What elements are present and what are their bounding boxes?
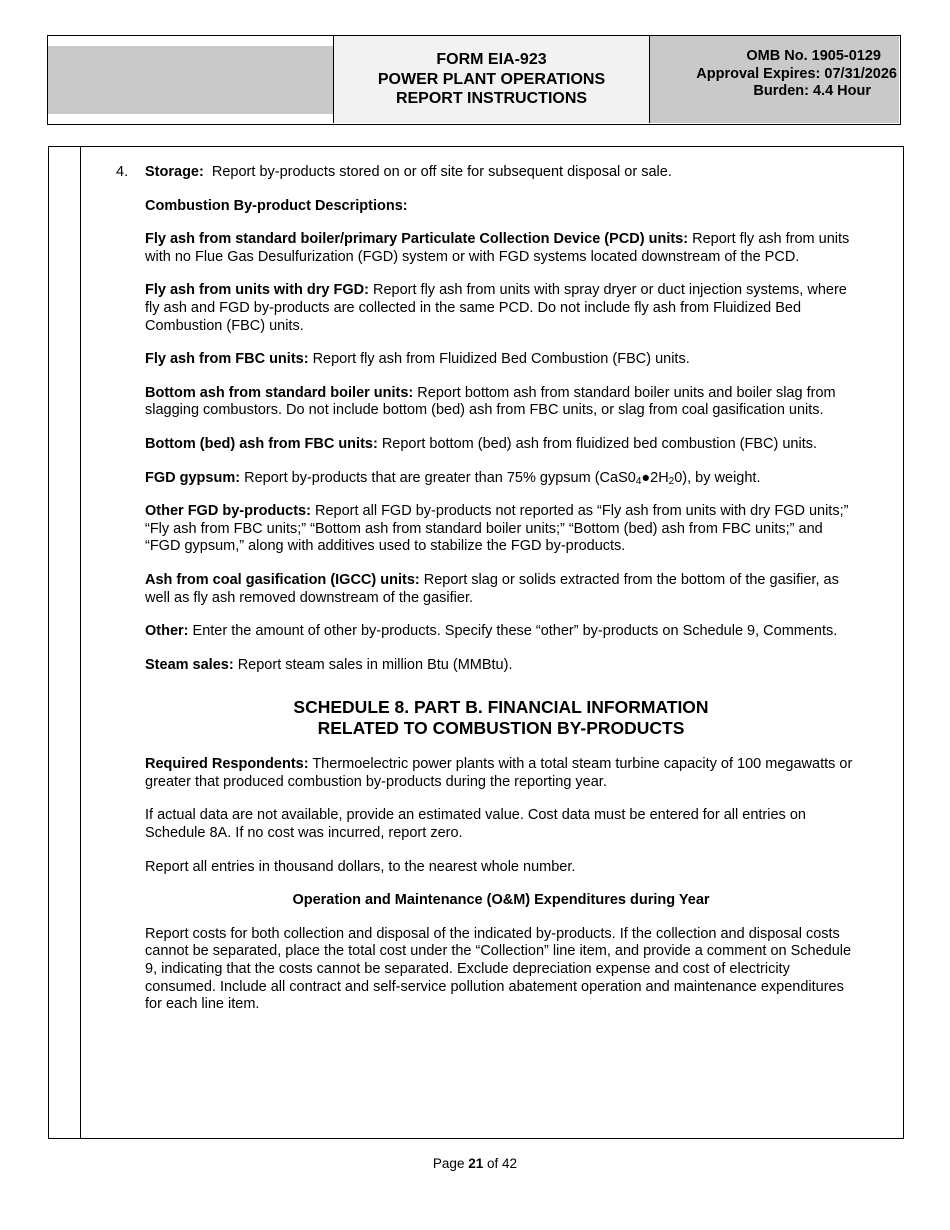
schedule-heading-line1: SCHEDULE 8. PART B. FINANCIAL INFORMATION	[293, 697, 709, 718]
definition	[145, 657, 857, 675]
definition-text: Report fly ash from units with no Flue Gas Desulfurization (FGD) system or with FGD systems located downstream of the PCD.	[145, 231, 850, 265]
total-pages: 42	[502, 1156, 518, 1171]
page-label: Page	[432, 1156, 465, 1171]
definition	[145, 436, 857, 454]
form-subtitle: POWER PLANT OPERATIONS	[377, 70, 606, 88]
definition	[145, 503, 857, 556]
gypsum-subscript-2: 2	[668, 475, 675, 487]
definition-text: Report bottom ash from standard boiler units and boiler slag from slagging combustors. Do not include bottom (bed) ash from FBC units, or slag from coal gasification units.	[145, 384, 836, 419]
page-of-label: of	[487, 1156, 499, 1171]
definition-text: Report bottom (bed) ash from fluidized bed combustion (FBC) units.	[381, 435, 818, 452]
form-doc-type: REPORT INSTRUCTIONS	[395, 90, 588, 108]
om-paragraph: Report costs for both collection and disposal of the indicated by-products. If the collection and disposal costs cannot be separated, place the total cost under the “Collection” line item, and provide a comment on Schedule 9, indicating that the costs cannot be separated. Exclude depreciation expense and cost of electricity consumed. Include all contract and self-service pollution abatement operation and maintenance expenditures for each line item.	[145, 925, 852, 1013]
definition-term: Ash from coal gasification (IGCC) units:	[145, 571, 420, 588]
definition-text: Report all FGD by-products not reported as “Fly ash from units with dry FGD units;” “Fly ash from FBC units;” “Bottom ash from standard boiler units;” “Bottom (bed) ash from FBC units;” and “FGD gypsum,” along with additives used to stabilize the FGD by-products.	[145, 503, 849, 555]
schedule-heading	[145, 697, 857, 739]
approval-expires: Approval Expires: 07/31/2026	[696, 65, 897, 82]
definition-text: Report fly ash from units with spray dryer or duct injection systems, where fly ash and FGD by-products are collected in the same PCD. Do not include fly ash from Fluidized Bed Combustion (FBC) units.	[145, 282, 847, 334]
definition-term: Other FGD by-products:	[145, 503, 311, 520]
thousands-paragraph: Report all entries in thousand dollars, to the nearest whole number.	[145, 858, 576, 875]
page-number: 21	[468, 1156, 484, 1171]
storage-text: Report by-products stored on or off site for subsequent disposal or sale.	[211, 164, 672, 180]
estimate-paragraph: If actual data are not available, provide an estimated value. Cost data must be entered for all entries on Schedule 8A. If no cost was incurred, report zero.	[145, 807, 806, 842]
gypsum-text-before: Report by-products that are greater than 75% gypsum (CaS0	[244, 469, 636, 486]
definition-text: Report steam sales in million Btu (MMBtu).	[237, 656, 513, 673]
gypsum-subscript-1: 4	[635, 475, 642, 487]
gypsum-text-after: 0), by weight.	[674, 469, 761, 486]
definition-term: Fly ash from units with dry FGD:	[145, 282, 369, 299]
form-header	[47, 35, 901, 125]
frame-gutter-line	[80, 147, 81, 1138]
omb-number: OMB No. 1905-0129	[746, 48, 881, 64]
storage-item	[116, 164, 857, 182]
definition-text: Report slag or solids extracted from the bottom of the gasifier, as well as fly ash removed downstream of the gasifier.	[145, 571, 839, 606]
definition-term: Fly ash from standard boiler/primary Particulate Collection Device (PCD) units:	[145, 231, 689, 248]
storage-label: Storage:	[145, 164, 204, 180]
definition-term: Other:	[145, 623, 189, 640]
definition-term: Fly ash from FBC units:	[145, 351, 309, 368]
definition	[145, 572, 857, 607]
definition	[145, 351, 857, 369]
header-omb-panel	[650, 36, 899, 123]
definition-text: Enter the amount of other by-products. Specify these “other” by-products on Schedule 9, Comments.	[192, 623, 838, 640]
om-heading: Operation and Maintenance (O&M) Expenditures during Year	[292, 892, 710, 909]
header-title-panel	[334, 36, 650, 123]
definition-term: Bottom (bed) ash from FBC units:	[145, 435, 378, 452]
header-gray-block	[48, 46, 333, 114]
definition	[145, 623, 857, 641]
definition-text: Report fly ash from Fluidized Bed Combustion (FBC) units.	[312, 351, 690, 368]
definition	[145, 231, 857, 266]
item-number: 4.	[116, 164, 129, 180]
definition-term: Steam sales:	[145, 656, 234, 673]
instructions-body	[116, 164, 857, 1030]
page-footer	[0, 1156, 950, 1171]
required-respondents-text: Thermoelectric power plants with a total steam turbine capacity of 100 megawatts or greater that produced combustion by-products during the reporting year.	[145, 756, 853, 790]
form-title: FORM EIA-923	[436, 51, 547, 69]
definition-term: FGD gypsum:	[145, 469, 241, 486]
header-left-panel	[48, 36, 334, 123]
schedule-heading-line2: RELATED TO COMBUSTION BY-PRODUCTS	[317, 718, 685, 739]
definition-gypsum	[145, 470, 857, 488]
definition	[145, 282, 857, 335]
definition-term: Bottom ash from standard boiler units:	[145, 384, 414, 401]
descriptions-heading: Combustion By-product Descriptions:	[145, 197, 408, 214]
definition	[145, 385, 857, 420]
required-respondents-label: Required Respondents:	[145, 756, 309, 773]
gypsum-text-mid: ●2H	[641, 469, 669, 486]
burden-hours: Burden: 4.4 Hour	[753, 83, 871, 99]
required-respondents	[145, 756, 857, 791]
